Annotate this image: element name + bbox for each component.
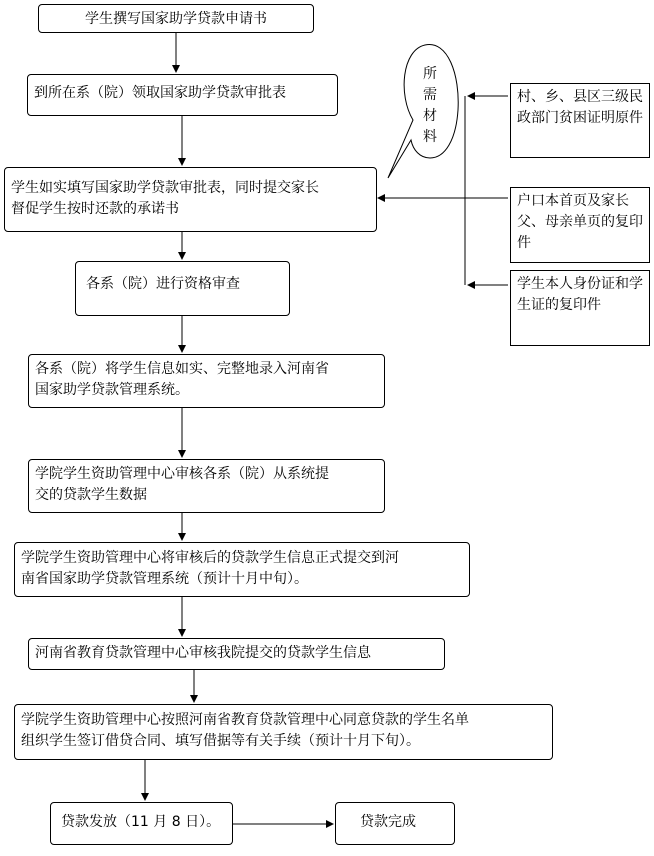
material-household-register [510,187,650,263]
step-label: 学生如实填写国家助学贷款审批表，同时提交家长 [11,180,319,196]
step-get-approval-form [27,74,338,116]
step-label: 河南省教育贷款管理中心审核我院提交的贷款学生信息 [35,645,371,661]
material-label: 户口本首页及家长父、母亲单页的复印件 [517,193,643,251]
step-label: 南省国家助学贷款管理系统（预计十月中旬）。 [21,571,308,587]
step-label: 贷款发放（11 月 8 日）。 [61,814,221,830]
step-label: 到所在系（院）领取国家助学贷款审批表 [34,85,286,101]
callout-required-materials [418,64,442,148]
step-center-review [28,459,385,513]
callout-char: 需 [423,87,437,103]
step-label: 学院学生资助管理中心将审核后的贷款学生信息正式提交到河 [21,550,399,566]
step-write-application [38,4,314,33]
step-label: 督促学生按时还款的承诺书 [11,201,179,217]
step-loan-release [50,802,233,845]
step-enter-system [28,354,385,408]
callout-char: 所 [423,66,437,82]
step-label: 学院学生资助管理中心按照河南省教育贷款管理中心同意贷款的学生名单 [21,712,469,728]
step-qualification-review [75,261,290,316]
step-label: 各系（院）将学生信息如实、完整地录入河南省 [35,361,329,377]
step-label: 学生撰写国家助学贷款申请书 [85,11,267,27]
step-label: 贷款完成 [360,814,416,830]
step-label: 交的贷款学生数据 [35,487,147,503]
material-label: 学生本人身份证和学生证的复印件 [517,276,643,313]
step-submit-province [14,542,470,597]
material-label: 村、乡、县区三级民政部门贫困证明原件 [517,89,643,126]
callout-char: 料 [423,129,437,145]
step-label: 国家助学贷款管理系统。 [35,382,189,398]
step-fill-form [4,167,377,232]
callout-char: 材 [423,108,437,124]
step-loan-complete [335,802,455,845]
step-sign-contract [14,704,553,760]
step-province-review [28,638,445,670]
step-label: 学院学生资助管理中心审核各系（院）从系统提 [35,466,329,482]
step-label: 各系（院）进行资格审查 [86,276,240,292]
material-poverty-certificate [510,83,650,158]
step-label: 组织学生签订借贷合同、填写借据等有关手续（预计十月下旬）。 [21,733,420,749]
material-id-copies [510,270,650,346]
